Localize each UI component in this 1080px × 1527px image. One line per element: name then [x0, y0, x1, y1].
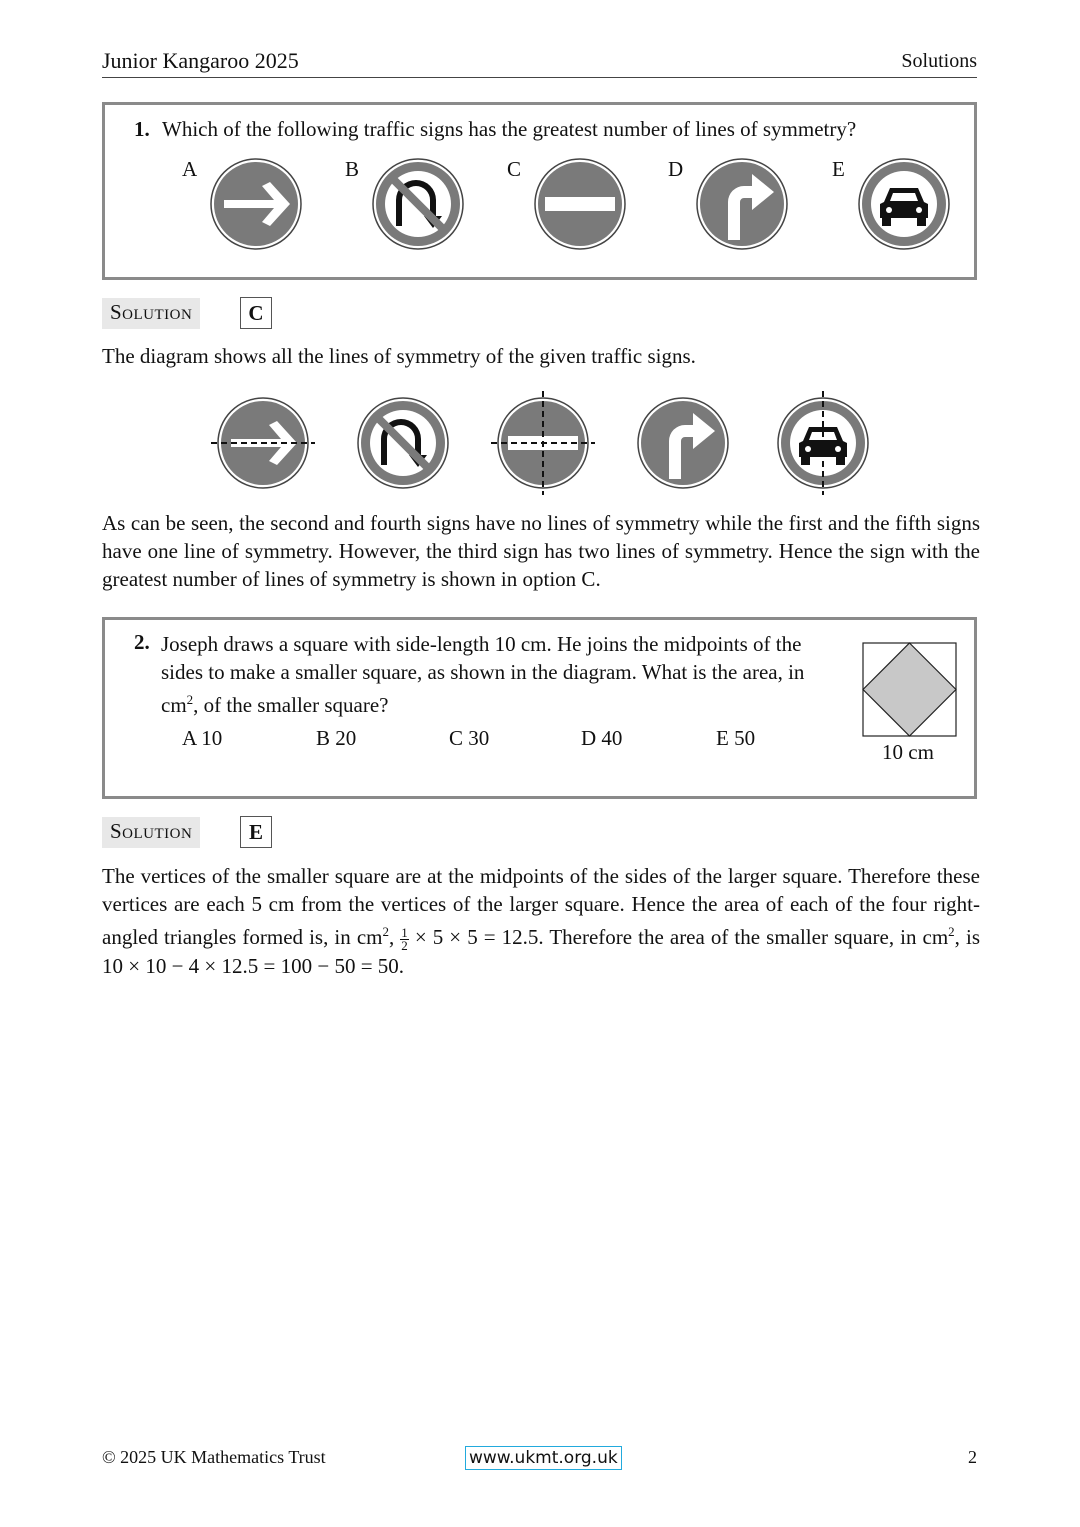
question-2-text: Joseph draws a square with side-length 10 cm. He joins the midpoints of the sides to make a smaller square, as shown in the diagram. What is the area, in $cm^2$, of the smaller square? [161, 632, 805, 717]
footer-copyright: © 2025 UK Mathematics Trust [102, 1447, 326, 1467]
symmetry-lines-diagram [205, 388, 885, 498]
question-2-number: 2. [134, 630, 150, 654]
no-u-turn-sign-icon [358, 398, 448, 488]
no-u-turn-sign-icon [373, 159, 463, 249]
question-1-number: 1. [134, 117, 150, 141]
solution-1-explanation: As can be seen, the second and fourth signs have no lines of symmetry while the first and the fifth signs have one line of symmetry. However, the third sign has two lines of symmetry. Hence the sign with the greatest number of lines of symmetry is shown in option C. [102, 511, 980, 591]
solution-2-answer: E [240, 816, 272, 848]
square-diagram-label: 10 cm [882, 740, 934, 764]
option-a: A 10 [182, 726, 223, 750]
option-letter-d: D [668, 157, 684, 181]
solution-1-tag: Solution [102, 298, 200, 329]
arrow-right-sign-icon [211, 159, 301, 249]
option-letter-b: B [345, 157, 360, 181]
solution-2-tag: Solution [102, 817, 200, 848]
question-1-text: Which of the following traffic signs has the greatest number of lines of symmetry? [162, 117, 857, 141]
solution-2-explanation: The vertices of the smaller square are at the midpoints of the sides of the larger square. Therefore these vertices are each 5 cm from the vertices of the larger square. Hence the area of each of the four right-angled triangles formed is, in $cm^2$, $\frac{1}{2}$ × 5 × 5 = 12.5. Therefore the area of the smaller square, in $cm^2$, is 10 × 10 − 4 × 12.5 = 100 − 50 = 50. [102, 864, 980, 978]
header-divider [102, 77, 977, 78]
one-half-fraction: $\frac{1}{2}$ [401, 924, 408, 953]
no-entry-sign-icon [491, 391, 595, 495]
solution-1-answer: C [240, 297, 272, 329]
arrow-right-sign-icon [211, 398, 315, 488]
turn-right-sign-icon [638, 398, 728, 488]
turn-right-sign-icon [697, 159, 787, 249]
option-d: D 40 [581, 726, 623, 750]
page-number: 2 [968, 1447, 977, 1467]
no-motor-vehicles-sign-icon [859, 159, 949, 249]
header-section: Solutions [901, 50, 977, 72]
option-c: C 30 [449, 726, 490, 750]
no-motor-vehicles-sign-icon [778, 391, 868, 495]
question-1-signs [200, 152, 960, 256]
option-letter-c: C [507, 157, 522, 181]
option-e: E 50 [716, 726, 756, 750]
option-b: B 20 [316, 726, 357, 750]
footer-website-link[interactable]: www.ukmt.org.uk [465, 1446, 622, 1470]
solution-1-intro: The diagram shows all the lines of symmetry of the given traffic signs. [102, 344, 696, 368]
option-letter-a: A [182, 157, 198, 181]
square-diagram [862, 642, 958, 738]
header-title: Junior Kangaroo 2025 [102, 48, 299, 73]
option-letter-e: E [832, 157, 845, 181]
no-entry-sign-icon [535, 159, 625, 249]
